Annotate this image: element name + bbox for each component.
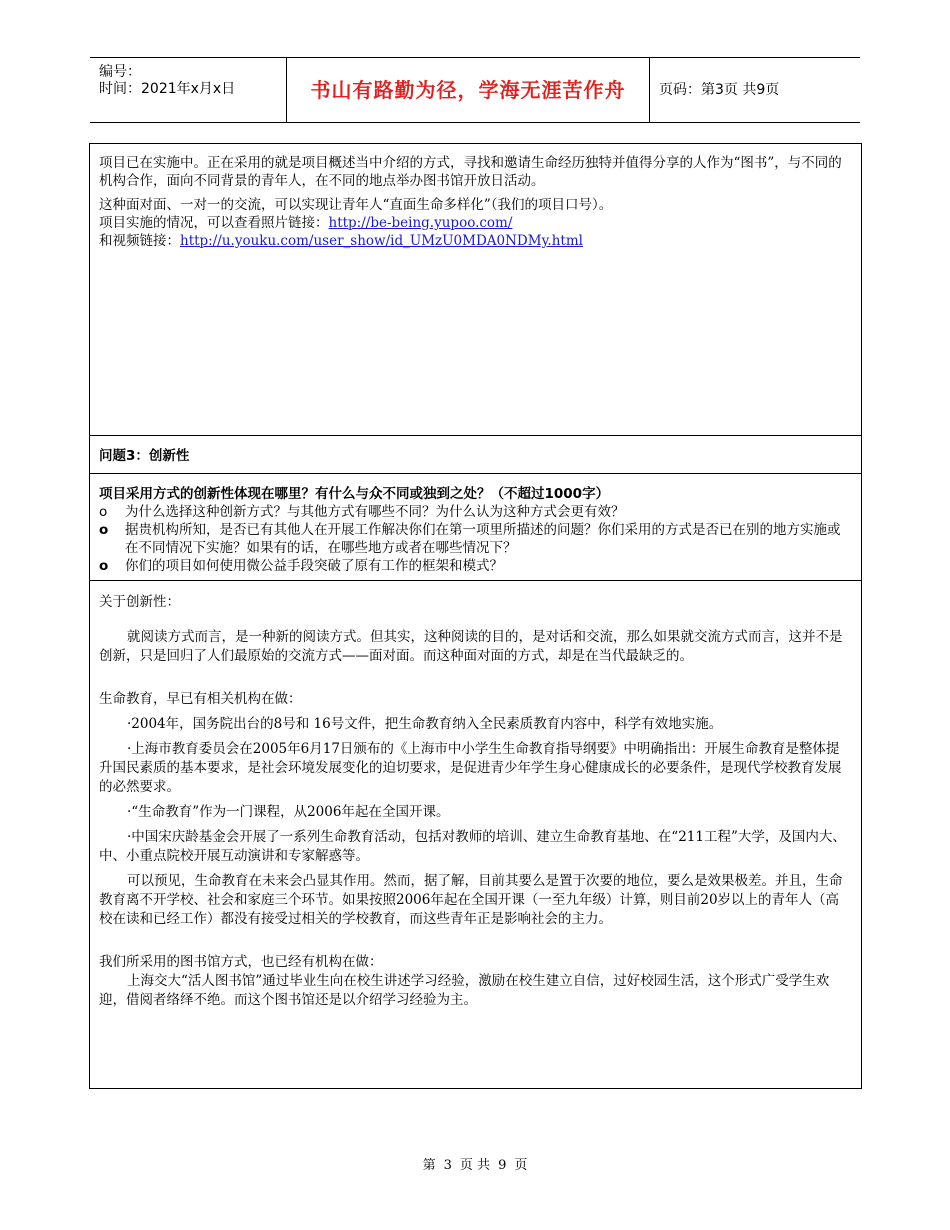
bullet-text: 据贵机构所知，是否已有其他人在开展工作解决你们在第一项里所描述的问题？你们采用的方式是否已在别的地方实施或在不同情况下实施？如果有的话，在哪些地方或者在哪些情况下？	[125, 522, 841, 556]
answer-heading: 关于创新性：	[99, 594, 180, 610]
photo-link-line	[99, 214, 851, 232]
innovation-answer-section	[90, 580, 861, 1088]
question-bullet-3	[99, 557, 851, 575]
video-link-prefix: 和视频链接：	[99, 233, 180, 249]
header-motto-cell	[286, 58, 650, 122]
bullet-text: 为什么选择这种创新方式？与其他方式有哪些不同？为什么认为这种方式会更有效？	[125, 504, 625, 520]
photo-link-prefix: 项目实施的情况，可以查看照片链接：	[99, 215, 329, 231]
innovation-answer-content	[99, 593, 851, 1010]
question-bullet-1	[99, 503, 851, 521]
bullet-marker: o	[99, 504, 108, 520]
video-link[interactable]: http://u.youku.com/user_show/id_UMzU0MDA0NDMy.html	[180, 233, 583, 249]
life-education-outlook: 可以预见，生命教育在未来会凸显其作用。然而，据了解，目前其要么是置于次要的地位，要么是效果极差。并且，生命教育离不开学校、社会和家庭三个环节。如果按照2006年起在全国开课（一至九年级）计算，则目前20岁以上的青年人（高校在读和已经工作）都没有接受过相关的学校教育，而这些青年正是影响社会的主力。	[99, 873, 843, 927]
implementation-paragraph: 项目已在实施中。正在采用的就是项目概述当中介绍的方式，寻找和邀请生命经历独特并值得分享的人作为“图书”，与不同的机构合作，面向不同背景的青年人，在不同的地点举办图书馆开放日活动。	[99, 155, 842, 189]
form-table	[89, 143, 862, 1089]
photo-link[interactable]: http://be-being.yupoo.com/	[328, 215, 513, 231]
bullet-marker: o	[99, 522, 109, 538]
life-education-intro: 生命教育，早已有相关机构在做：	[99, 691, 302, 707]
implementation-content	[99, 154, 851, 250]
life-education-item-shanghai: ·上海市教育委员会在2005年6月17日颁布的《上海市中小学生生命教育指导纲要》中明确指出：开展生命教育是整体提升国民素质的基本要求，是社会环境发展变化的迫切要求，是促进青少年学生身心健康成长的必要条件，是现代学校教育发展的必然要求。	[99, 741, 842, 795]
bullet-marker: o	[99, 558, 109, 574]
question-3-title-row	[90, 435, 861, 474]
header-motto: 书山有路勤为径，学海无涯苦作舟	[310, 78, 626, 102]
footer-suffix: 页	[514, 1158, 528, 1173]
implementation-section	[90, 144, 861, 435]
video-link-line	[99, 232, 851, 250]
innovation-question-content	[99, 485, 851, 575]
document-number-label: 编号：	[99, 64, 141, 80]
bullet-text: 你们的项目如何使用微公益手段突破了原有工作的框架和模式？	[125, 558, 503, 574]
header-page-number: 页码：第3页 共9页	[659, 82, 780, 98]
reading-mode-paragraph: 就阅读方式而言，是一种新的阅读方式。但其实，这种阅读的目的，是对话和交流，那么如果就交流方式而言，这并不是创新，只是回归了人们最原始的交流方式——面对面。而这种面对面的方式，却是在当代最缺乏的。	[99, 629, 843, 664]
question-3-title: 问题3：创新性	[99, 448, 190, 464]
question-bullet-2	[99, 521, 851, 557]
document-time-label: 时间：2021年x月x日	[99, 81, 236, 97]
library-mode-intro: 我们所采用的图书馆方式，也已经有机构在做：	[99, 954, 383, 970]
header-right-cell	[649, 58, 860, 122]
footer-total-pages: 9	[498, 1158, 507, 1173]
library-mode-example: 上海交大“活人图书馆”通过毕业生向在校生讲述学习经验，激励在校生建立自信，过好校园生活，这个形式广受学生欢迎，借阅者络绎不绝。而这个图书馆还是以介绍学习经验为主。	[99, 973, 830, 1008]
innovation-question-row	[90, 473, 861, 581]
life-education-item-foundation: ·中国宋庆龄基金会开展了一系列生命教育活动，包括对教师的培训、建立生命教育基地、在“211工程”大学，及国内大、中、小重点院校开展互动演讲和专家解惑等。	[99, 829, 846, 864]
footer-prefix: 第	[422, 1158, 436, 1173]
life-education-item-2004: ·2004年，国务院出台的8号和 16号文件，把生命教育纳入全民素质教育内容中，科学有效地实施。	[127, 716, 723, 732]
life-education-item-course: ·“生命教育”作为一门课程，从2006年起在全国开课。	[127, 804, 450, 820]
slogan-paragraph: 这种面对面、一对一的交流，可以实现让青年人“直面生命多样化”（我们的项目口号）。	[99, 197, 613, 213]
footer-middle: 页 共	[459, 1158, 491, 1173]
page-footer	[0, 1158, 950, 1174]
header-left-cell	[90, 58, 286, 122]
innovation-question: 项目采用方式的创新性体现在哪里？有什么与众不同或独到之处？（不超过1000字）	[99, 486, 610, 502]
footer-current-page: 3	[443, 1158, 452, 1173]
page-header	[90, 57, 860, 123]
